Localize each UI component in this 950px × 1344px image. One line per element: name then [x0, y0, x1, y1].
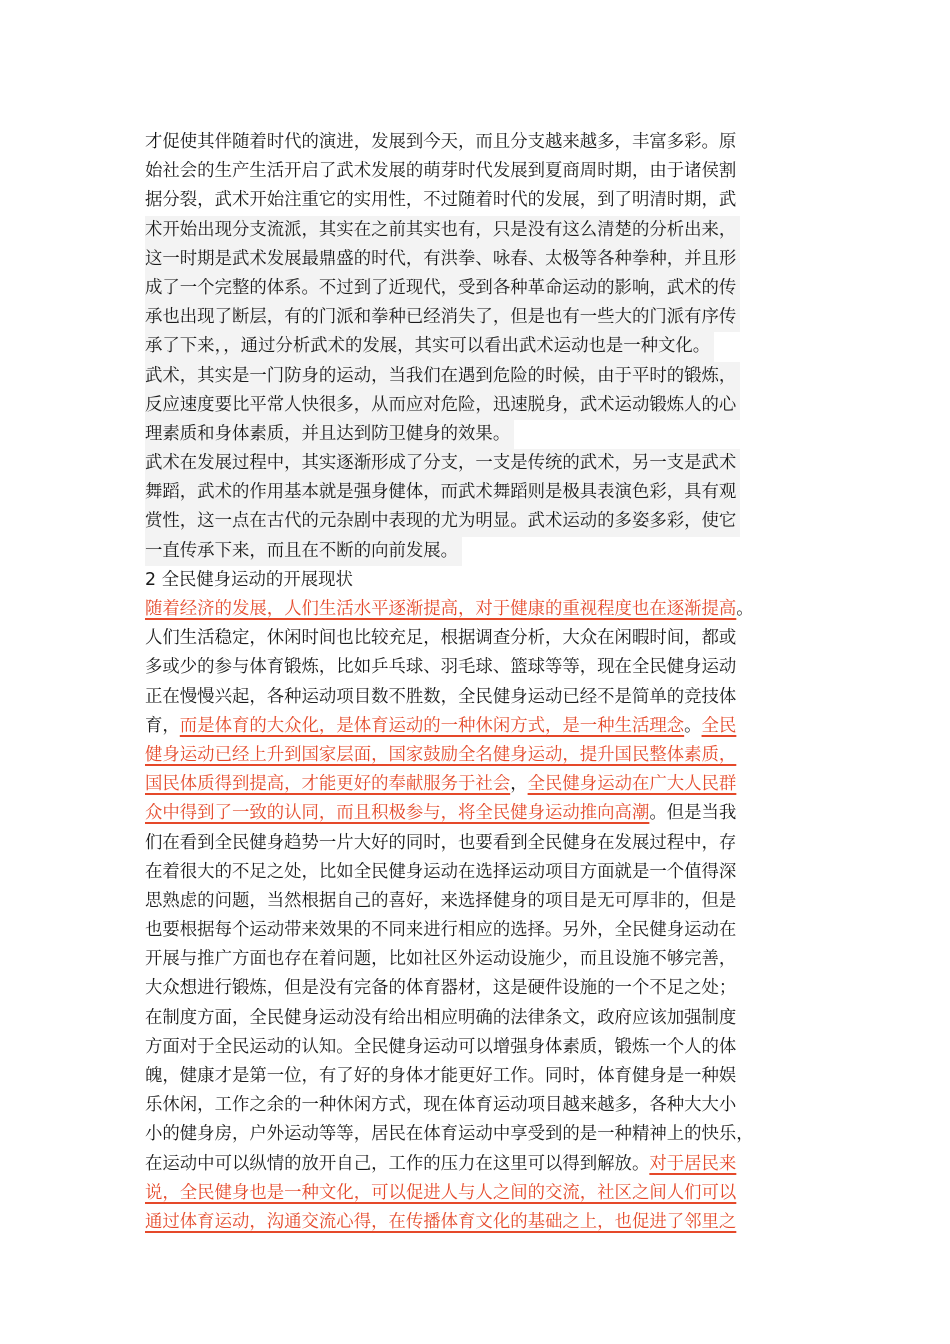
highlighted-text: 全民 [701, 715, 737, 736]
highlighted-text: 对于居民来 [649, 1153, 737, 1174]
highlighted-text: 说，全民健身也是一种文化，可以促进人与人之间的交流，社区之间人们可以 [145, 1182, 737, 1203]
text-segment: 。但是当我 [649, 803, 737, 824]
line-content [145, 1066, 736, 1086]
text-line [145, 1062, 797, 1091]
line-content [145, 657, 736, 677]
text-line [145, 1120, 797, 1149]
text-line [145, 1091, 797, 1120]
text-segment: 。 [736, 599, 754, 619]
text-segment: 育， [145, 715, 180, 736]
text-segment: 理素质和身体素质，并且达到防卫健身的效果。 [145, 423, 511, 444]
text-segment: 多或少的参与体育锻炼，比如乒乓球、羽毛球、篮球等等，现在全民健身运动 [145, 657, 737, 678]
text-segment: 成了一个完整的体系。不过到了近现代，受到各种革命运动的影响，武术的传 [145, 277, 737, 298]
text-segment: 反应速度要比平常人快很多，从而应对危险，迅速脱身，武术运动锻炼人的心 [145, 394, 737, 415]
text-line [145, 1179, 797, 1208]
text-line [145, 216, 797, 245]
line-content [145, 1183, 736, 1203]
text-segment: 才促使其伴随着时代的演进，发展到今天，而且分支越来越多，丰富多彩。原 [145, 132, 737, 152]
text-segment: 人们生活稳定，休闲时间也比较充足，根据调查分析，大众在闲暇时间，都或 [145, 628, 737, 649]
text-segment: 正在慢慢兴起，各种运动项目数不胜数，全民健身运动已经不是简单的竞技体 [145, 686, 737, 707]
text-line [145, 624, 797, 653]
text-line [145, 653, 797, 682]
text-segment: 这一时期是武术发展最鼎盛的时代，有洪拳、咏春、太极等各种拳种，并且形 [145, 248, 737, 269]
text-line [145, 1004, 797, 1033]
text-line [145, 332, 797, 361]
text-line [145, 799, 797, 828]
text-segment: 乐休闲，工作之余的一种休闲方式，现在体育运动项目越来越多，各种大大小 [145, 1095, 737, 1116]
line-content [145, 774, 736, 794]
text-segment: 大众想进行锻炼，但是没有完备的体育器材，这是硬件设施的一个不足之处； [145, 978, 737, 999]
document-body [145, 128, 797, 1237]
line-content [145, 949, 736, 969]
text-line [145, 1150, 797, 1179]
text-line [145, 274, 797, 303]
line-content [145, 1008, 736, 1028]
text-line [145, 945, 797, 974]
text-segment: 承也出现了断层，有的门派和拳种已经消失了，但是也有一些大的门派有序传 [145, 307, 737, 328]
line-content [145, 687, 736, 707]
text-line [145, 858, 797, 887]
highlighted-text: 而是体育的大众化，是体育运动的一种休闲方式，是一种生活理念 [179, 715, 685, 736]
line-content [145, 1124, 754, 1144]
line-content [145, 803, 736, 823]
text-line [145, 128, 797, 157]
text-line [145, 1033, 797, 1062]
highlighted-text: 众中得到了一致的认同，而且积极参与，将全民健身运动推向高潮 [145, 803, 650, 824]
text-line [145, 537, 797, 566]
text-line [145, 566, 797, 595]
line-content [145, 716, 736, 736]
text-segment: ， [510, 774, 528, 795]
text-line [145, 245, 797, 274]
line-content [145, 245, 740, 274]
text-segment: 。 [684, 715, 702, 736]
line-content [145, 332, 714, 361]
line-content [145, 891, 736, 911]
text-segment: 开展与推广方面也存在着问题，比如社区外运动设施少，而且设施不够完善， [145, 949, 737, 970]
line-content [145, 920, 736, 940]
line-content [145, 391, 740, 420]
text-line [145, 391, 797, 420]
text-segment: 魄，健康才是第一位，有了好的身体才能更好工作。同时，体育健身是一种娱 [145, 1066, 737, 1086]
line-content [145, 303, 740, 332]
line-content [145, 362, 740, 391]
text-segment: 一直传承下来，而且在不断的向前发展。 [145, 540, 459, 561]
text-line [145, 507, 797, 536]
line-content [145, 507, 740, 536]
line-content [145, 1095, 736, 1115]
line-content [145, 161, 736, 181]
text-segment: 2 全民健身运动的开展现状 [145, 569, 353, 590]
highlighted-text: 通过体育运动，沟通交流心得，在传播体育文化的基础之上，也促进了邻里之 [145, 1211, 737, 1232]
text-segment: 在着很大的不足之处，比如全民健身运动在选择运动项目方面就是一个值得深 [145, 861, 737, 882]
text-segment: 方面对于全民运动的认知。全民健身运动可以增强身体素质，锻炼一个人的体 [145, 1036, 737, 1057]
text-segment: 始社会的生产生活开启了武术发展的萌芽时代发展到夏商周时期，由于诸侯割 [145, 161, 737, 182]
line-content [145, 420, 514, 449]
line-content [145, 628, 736, 648]
line-content [145, 862, 736, 882]
line-content [145, 274, 740, 303]
text-line [145, 916, 797, 945]
text-segment: 据分裂，武术开始注重它的实用性，不过随着时代的发展，到了明清时期，武 [145, 190, 737, 211]
text-line [145, 683, 797, 712]
line-content [145, 449, 740, 478]
text-segment: 武术在发展过程中，其实逐渐形成了分支，一支是传统的武术，另一支是武术 [145, 453, 737, 474]
line-content [145, 537, 462, 566]
text-line [145, 887, 797, 916]
text-segment: 赏性，这一点在古代的元杂剧中表现的尤为明显。武术运动的多姿多彩，使它 [145, 511, 737, 532]
text-line [145, 741, 797, 770]
text-line [145, 478, 797, 507]
text-line [145, 829, 797, 858]
line-content [145, 599, 754, 619]
text-line [145, 362, 797, 391]
text-segment: 小的健身房，户外运动等等，居民在体育运动中享受到的是一种精神上的快乐， [145, 1124, 754, 1145]
text-line [145, 157, 797, 186]
line-content [145, 478, 740, 507]
text-line [145, 712, 797, 741]
line-content [145, 1212, 736, 1232]
text-segment: 术开始出现分支流派，其实在之前其实也有，只是没有这么清楚的分析出来， [145, 219, 737, 240]
line-content [145, 1037, 736, 1057]
line-content [145, 190, 736, 210]
text-line [145, 186, 797, 215]
text-line [145, 303, 797, 332]
line-content [145, 833, 736, 853]
highlighted-text: 全民健身运动在广大人民群 [527, 774, 737, 795]
text-line [145, 974, 797, 1003]
line-content [145, 978, 736, 998]
text-line [145, 770, 797, 799]
highlighted-text: 健身运动已经上升到国家层面，国家鼓励全名健身运动，提升国民整体素质， [145, 744, 737, 765]
text-segment: 也要根据每个运动带来效果的不同来进行相应的选择。另外，全民健身运动在 [145, 920, 737, 941]
text-segment: 思熟虑的问题，当然根据自己的喜好，来选择健身的项目是无可厚非的，但是 [145, 890, 737, 911]
text-segment: 武术，其实是一门防身的运动，当我们在遇到危险的时候，由于平时的锻炼， [145, 365, 737, 386]
text-segment: 承了下来，，通过分析武术的发展，其实可以看出武术运动也是一种文化。 [145, 336, 711, 357]
text-segment: 在运动中可以纵情的放开自己，工作的压力在这里可以得到解放。 [145, 1153, 650, 1174]
line-content [145, 216, 740, 245]
text-segment: 在制度方面，全民健身运动没有给出相应明确的法律条文，政府应该加强制度 [145, 1007, 737, 1028]
text-line [145, 1208, 797, 1237]
text-segment: 们在看到全民健身趋势一片大好的同时，也要看到全民健身在发展过程中，存 [145, 832, 737, 853]
line-content [145, 1154, 736, 1174]
text-line [145, 449, 797, 478]
line-content [145, 570, 353, 590]
highlighted-text: 随着经济的发展，人们生活水平逐渐提高，对于健康的重视程度也在逐渐提高 [145, 599, 737, 619]
text-segment: 舞蹈，武术的作用基本就是强身健体，而武术舞蹈则是极具表演色彩，具有观 [145, 482, 737, 503]
text-line [145, 420, 797, 449]
line-content [145, 132, 736, 152]
text-line [145, 595, 797, 624]
line-content [145, 745, 736, 765]
highlighted-text: 国民体质得到提高，才能更好的奉献服务于社会 [145, 774, 511, 795]
